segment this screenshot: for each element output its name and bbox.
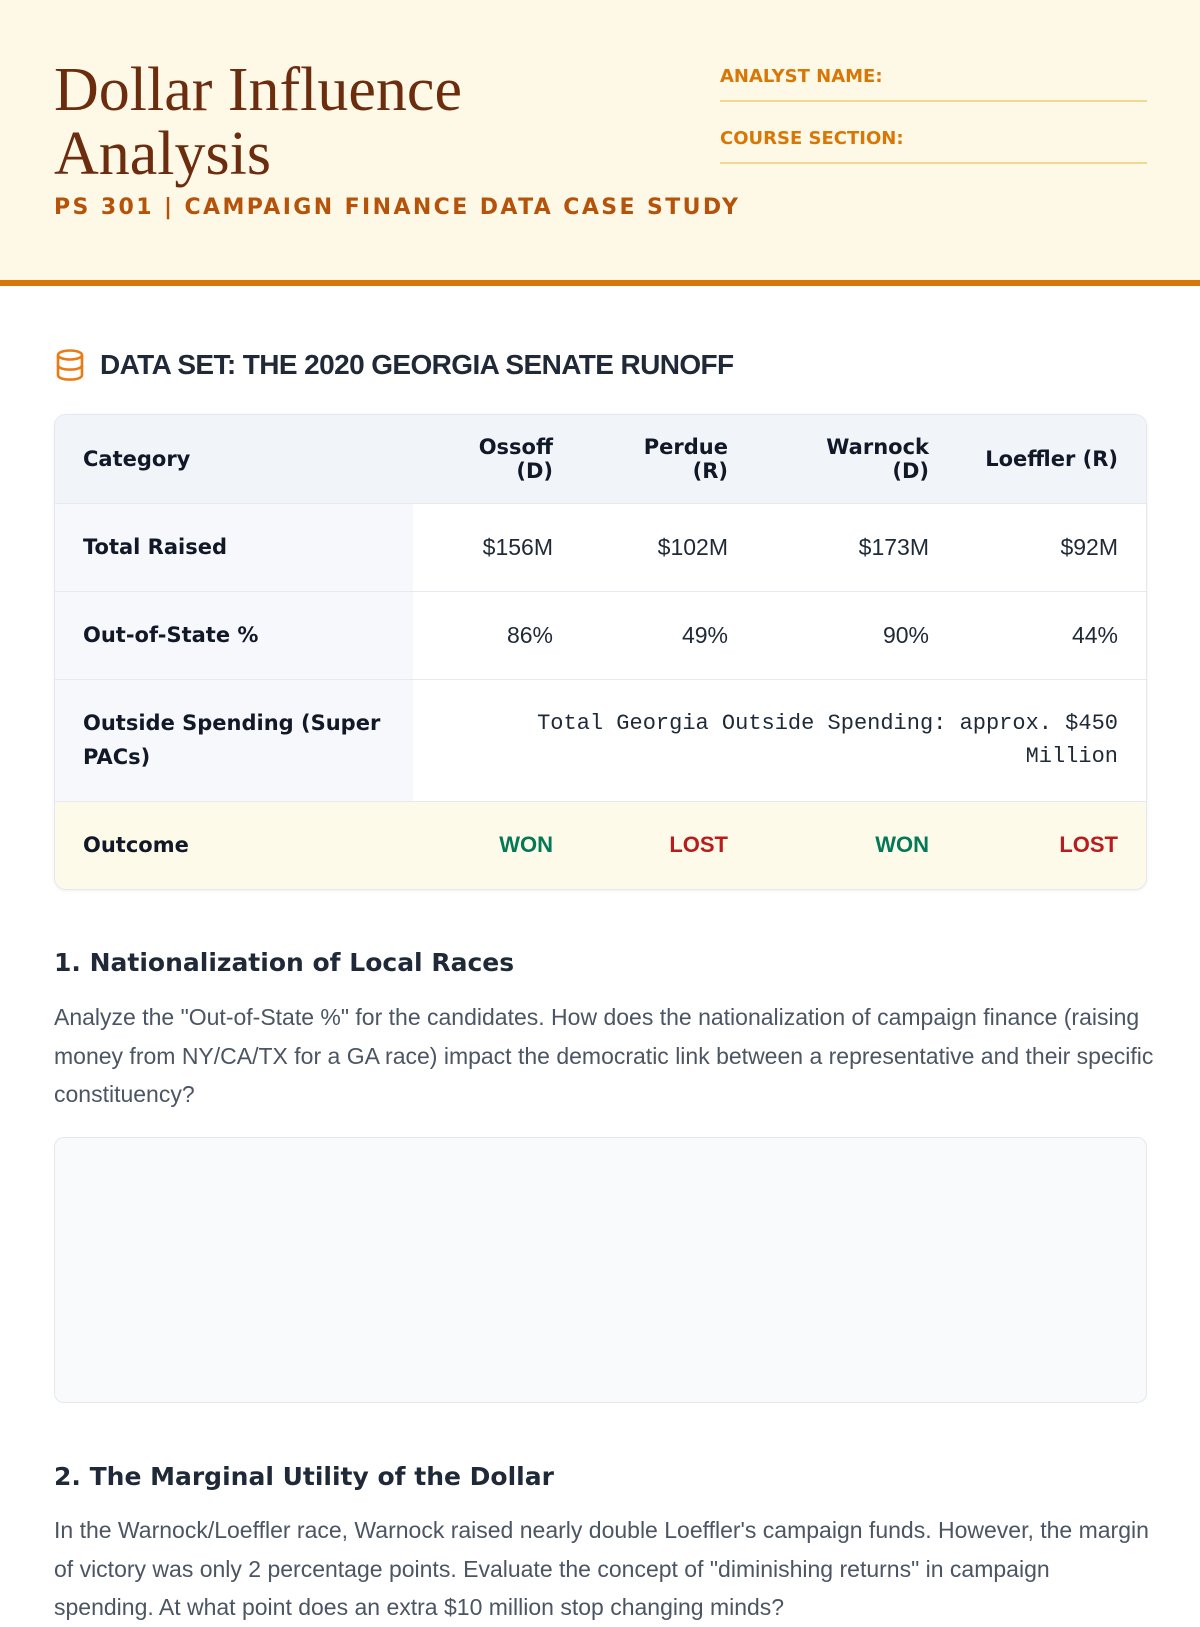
table-cell: $102M (657, 533, 728, 560)
table-cell: 86% (506, 621, 553, 648)
dataset-heading (54, 345, 734, 385)
question-1-answer-box[interactable] (54, 1137, 1147, 1403)
analyst-name-field[interactable] (720, 62, 1147, 102)
column-header: Loeffler (R) (985, 446, 1118, 471)
database-icon (54, 348, 86, 382)
outcome-badge: WON (875, 832, 929, 858)
table-cell: 90% (882, 621, 929, 648)
row-label: Total Raised (55, 503, 413, 591)
row-label: Outcome (55, 801, 413, 889)
table-cell: 49% (681, 621, 728, 648)
table-row (55, 679, 1146, 801)
outcome-badge: LOST (669, 832, 728, 858)
dataset-table (54, 414, 1147, 890)
row-label: Outside Spending (Super PACs) (55, 679, 413, 801)
column-header: Category (83, 446, 191, 471)
course-section-field[interactable] (720, 124, 1147, 164)
page-header (0, 0, 1200, 286)
question-1-title: 1. Nationalization of Local Races (54, 948, 515, 977)
course-section-label: COURSE SECTION: (720, 128, 904, 149)
column-header: Ossoff (D) (478, 434, 553, 483)
outcome-badge: LOST (1059, 832, 1118, 858)
outcome-badge: WON (499, 832, 553, 858)
dataset-title: DATA SET: THE 2020 GEORGIA SENATE RUNOFF (100, 349, 734, 380)
table-cell: $156M (482, 533, 553, 560)
table-header-row (55, 415, 1146, 503)
column-header: Warnock (D) (826, 434, 929, 483)
table-row (55, 591, 1146, 679)
table-cell: $92M (1060, 533, 1118, 560)
question-2-title: 2. The Marginal Utility of the Dollar (54, 1462, 554, 1491)
analyst-name-label: ANALYST NAME: (720, 66, 883, 87)
page-title: Dollar Influence Analysis (54, 56, 462, 188)
table-row (55, 801, 1146, 889)
table-row (55, 503, 1146, 591)
column-header: Perdue (R) (643, 434, 728, 483)
question-1-text: Analyze the "Out-of-State %" for the candidates. How does the nationalization of campaign finance (raising money from NY/CA/TX for a GA race) impact the democratic link between a representative and their specific constituency? (54, 1004, 1154, 1107)
outside-spending-cell: Total Georgia Outside Spending: approx. $450 Million (537, 711, 1118, 769)
question-2-text: In the Warnock/Loeffler race, Warnock raised nearly double Loeffler's campaign funds. However, the margin of victory was only 2 percentage points. Evaluate the concept of "diminishing returns" in campaign spending. At what point does an extra $10 million stop changing minds? (54, 1517, 1149, 1620)
table-cell: $173M (858, 533, 929, 560)
table-cell: 44% (1071, 621, 1118, 648)
row-label: Out-of-State % (55, 591, 413, 679)
page-subtitle: PS 301 | CAMPAIGN FINANCE DATA CASE STUDY (54, 195, 741, 220)
